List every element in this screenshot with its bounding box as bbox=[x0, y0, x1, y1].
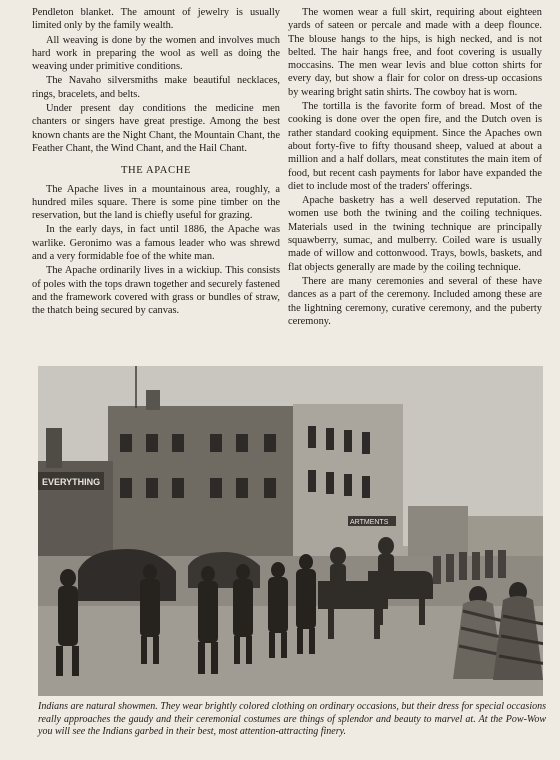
paragraph: The Apache lives in a mountainous area, roughly, a hundred miles square. There is some pine timber on the reservation, but the land is chiefly useful for grazing. bbox=[32, 183, 280, 222]
photo-caption: Indians are natural showmen. They wear brightly colored clothing on ordinary occasions, but their dress for special occasions really approaches the gaudy and their ceremonial costumes are things of splendor and beauty to marvel at. At the Pow-Wow you will see the Indians garbed in their best, most attention-attracting finery. bbox=[38, 701, 546, 737]
parade-photograph bbox=[38, 366, 543, 696]
paragraph: Pendleton blanket. The amount of jewelry is usually limited only by the family wealth. bbox=[32, 7, 280, 32]
paragraph: The Apache ordinarily lives in a wickiup. This consists of poles with the tops drawn together and securely fastened and the framework covered with grass or bundles of straw, the thatch being secured by canvas. bbox=[32, 265, 280, 317]
right-text-column bbox=[288, 6, 542, 329]
store-sign: EVERYTHING bbox=[42, 477, 101, 487]
section-heading: THE APACHE bbox=[120, 165, 192, 177]
paragraph: Apache basketry has a well deserved reputation. The women use both the twining and the coiling techniques. Materials used in the twining technique are principally squawberry, sumac, and mulberry. Coiled ware is usually made of willow and cottonwood. Trays, bowls, baskets, and flat objects generally are made by the coiling technique. bbox=[288, 195, 542, 273]
paragraph: There are many ceremonies and several of these have dances as a part of the ceremony. Included among these are the lightning ceremony, curative ceremony, and the puberty ceremony. bbox=[288, 275, 542, 327]
apartments-sign: ARTMENTS bbox=[350, 519, 389, 526]
paragraph: The tortilla is the favorite form of bread. Most of the cooking is done over the open fire, and the Dutch oven is rather standard cooking equipment. Since the Apaches own about forty-five to fifty thousand sheep, valued at about a million and a half dollars, meat constitutes the main item of food, but recent cash payments for labor have expanded the diet to include most of the traders' offerings. bbox=[288, 101, 542, 192]
left-text-column bbox=[32, 6, 280, 319]
paragraph: All weaving is done by the women and involves much hard work in preparing the wool as well as doing the weaving under primitive conditions. bbox=[32, 34, 280, 73]
paragraph: The Navaho silversmiths make beautiful necklaces, rings, bracelets, and belts. bbox=[32, 75, 280, 100]
parade-illustration bbox=[38, 366, 543, 696]
paragraph: In the early days, in fact until 1886, the Apache was warlike. Geronimo was a famous leader who was shrewd and a very formidable foe of the white man. bbox=[32, 224, 280, 263]
paragraph: The women wear a full skirt, requiring about eighteen yards of sateen or percale and made with a deep flounce. The blouse hangs to the hips, is high necked, and is not belted. The hair hangs free, and foot covering is usually moccasins. The men wear levis and blue cotton shirts for every day, but show a flair for color on dress-up occasions by wearing bright satin shirts. The cowboy hat is worn. bbox=[288, 7, 542, 98]
paragraph: Under present day conditions the medicine men chanters or singers have great prestige. Among the best known chants are the Night Chant, the Mountain Chant, the Feather Chant, the Wind Chant, and the Hail Chant. bbox=[32, 103, 280, 154]
